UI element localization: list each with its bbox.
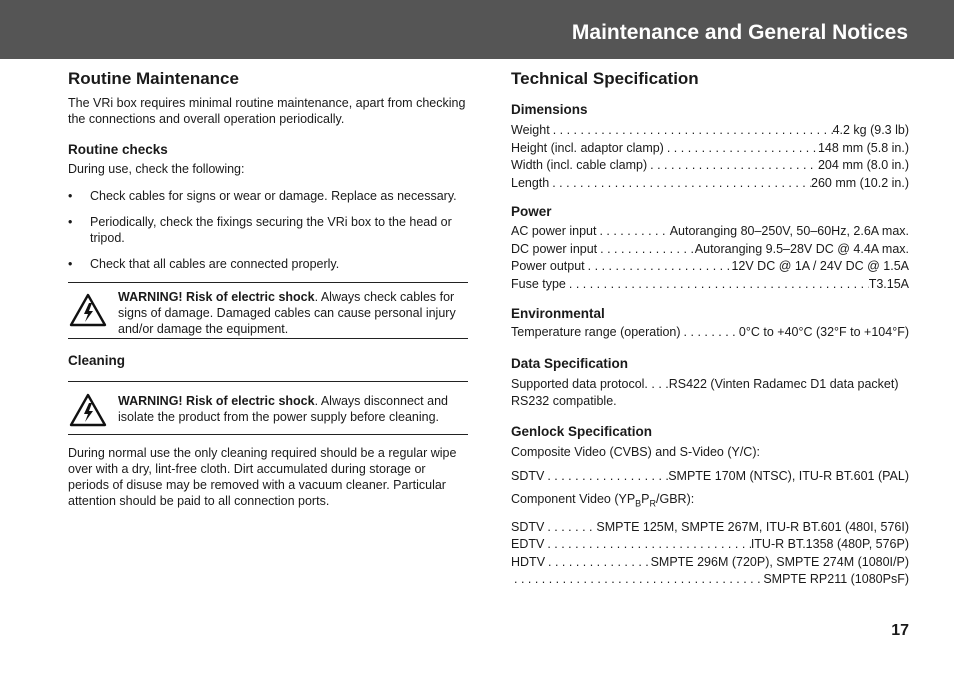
spec-value: Autoranging 80–250V, 50–60Hz, 2.6A max. (669, 224, 909, 238)
dot-leader (566, 276, 869, 294)
spec-label: Temperature range (operation) (511, 325, 681, 339)
dot-leader (549, 175, 811, 193)
spec-row (511, 554, 909, 572)
warning-box-cleaning (68, 381, 468, 435)
page-header (0, 0, 954, 59)
component-video-text (511, 491, 909, 512)
warning-box-cables (68, 282, 468, 339)
electric-shock-warning-icon (69, 393, 107, 427)
checks-list (68, 188, 468, 272)
warning-title: WARNING! Risk of electric shock (118, 290, 315, 304)
list-item-text: Check that all cables are connected properly. (90, 257, 340, 271)
list-item (68, 188, 468, 204)
electric-shock-warning-icon (69, 293, 107, 327)
spec-label: AC power input (511, 224, 597, 238)
spec-value: Autoranging 9.5–28V DC @ 4.4A max. (694, 241, 909, 256)
spec-label: Height (incl. adaptor clamp) (511, 140, 664, 155)
spec-label: SDTV (511, 468, 545, 483)
component-mid: P (641, 492, 650, 506)
dot-leader (511, 571, 763, 589)
list-item-text: Check cables for signs or wear or damage. Replace as necessary. (90, 189, 457, 203)
spec-row (511, 536, 909, 554)
list-item (68, 256, 468, 272)
spec-value: ITU-R BT.1358 (480P, 576P) (750, 537, 909, 551)
routine-maintenance-heading: Routine Maintenance (68, 69, 239, 88)
routine-checks-heading: Routine checks (68, 142, 168, 157)
dot-leader (544, 536, 750, 554)
spec-value: SMPTE 125M, SMPTE 267M, ITU-R BT.601 (480I, 576I) (596, 519, 909, 534)
spec-row (511, 157, 909, 175)
page-title: Maintenance and General Notices (571, 21, 908, 44)
spec-label: Power output (511, 259, 585, 273)
power-table (511, 223, 909, 293)
spec-label: Width (incl. cable clamp) (511, 158, 648, 172)
list-item (68, 214, 468, 246)
component-suffix: /GBR): (656, 492, 695, 506)
list-item-text: Periodically, check the fixings securing the VRi box to the head or tripod. (90, 215, 452, 245)
spec-label: Fuse type (511, 276, 566, 291)
spec-row (511, 175, 909, 193)
warning-body: . Always disconnect and isolate the product from the power supply before cleaning. (118, 394, 448, 424)
warning-text-cables (118, 289, 468, 337)
right-column (511, 68, 909, 589)
spec-value: 204 mm (8.0 in.) (817, 158, 909, 172)
spec-value: 260 mm (10.2 in.) (811, 175, 909, 190)
spec-value: 12V DC @ 1A / 24V DC @ 1.5A (731, 259, 909, 273)
bullet-icon: • (68, 215, 73, 229)
spec-label: Weight (511, 123, 550, 137)
dot-leader (596, 223, 669, 241)
dot-leader (550, 122, 833, 140)
dot-leader (647, 157, 818, 175)
dot-leader (585, 258, 732, 276)
spec-value: SMPTE RP211 (1080PsF) (763, 572, 909, 586)
subscript-r: R (649, 498, 657, 509)
spec-value: T3.15A (868, 276, 909, 291)
dimensions-table (511, 122, 909, 192)
bullet-icon: • (68, 189, 73, 203)
spec-row (511, 468, 909, 486)
composite-video-text: Composite Video (CVBS) and S-Video (Y/C): (511, 444, 760, 459)
component-prefix: Component Video (YP (511, 492, 636, 506)
spec-row (511, 519, 909, 537)
spec-row (511, 241, 909, 259)
spec-label: SDTV (511, 519, 545, 534)
dot-leader (664, 140, 818, 158)
spec-label: EDTV (511, 537, 545, 551)
technical-specification-heading: Technical Specification (511, 69, 699, 88)
spec-row (511, 276, 909, 294)
spec-value: 0°C to +40°C (32°F to +104°F) (738, 325, 909, 339)
spec-row (511, 571, 909, 589)
dot-leader (597, 241, 695, 259)
data-specification-heading: Data Specification (511, 355, 629, 371)
bullet-icon: • (68, 257, 73, 271)
spec-label: DC power input (511, 241, 598, 256)
dot-leader (544, 468, 668, 486)
spec-value: SMPTE 296M (720P), SMPTE 274M (1080I/P) (650, 554, 909, 569)
data-specification-text: Supported data protocol. . . .RS422 (Vinten Radamec D1 data packet) RS232 compatible. (511, 376, 899, 408)
dimensions-heading: Dimensions (511, 102, 588, 117)
warning-text-cleaning (118, 393, 468, 425)
cleaning-text: During normal use the only cleaning required should be a regular wipe over with a dry, lint-free cloth. Dirt accumulated during storage or periods of disuse may be removed with a vacuum cleaner. Particular attention should be paid to all connection ports. (68, 446, 457, 508)
dot-leader (681, 324, 739, 342)
spec-value: 4.2 kg (9.3 lb) (832, 123, 909, 137)
spec-value: 148 mm (5.8 in.) (817, 140, 909, 155)
power-heading: Power (511, 204, 552, 219)
composite-table (511, 468, 909, 486)
page-number: 17 (891, 622, 909, 639)
cleaning-heading: Cleaning (68, 353, 126, 368)
spec-label: HDTV (511, 554, 546, 569)
dot-leader (545, 554, 651, 572)
warning-title: WARNING! Risk of electric shock (118, 394, 315, 408)
warning-body: . Always check cables for signs of damage. Damaged cables can cause personal injury and/or damage the equipment. (118, 290, 456, 336)
routine-checks-intro: During use, check the following: (68, 162, 245, 176)
spec-row (511, 223, 909, 241)
spec-row (511, 140, 909, 158)
left-column (68, 68, 468, 509)
spec-value: SMPTE 170M (NTSC), ITU-R BT.601 (PAL) (668, 468, 909, 483)
environmental-table (511, 324, 909, 342)
routine-intro: The VRi box requires minimal routine maintenance, apart from checking the connections and overall operation periodically. (68, 96, 466, 126)
environmental-heading: Environmental (511, 306, 605, 321)
spec-label: Length (511, 175, 550, 190)
genlock-specification-heading: Genlock Specification (511, 423, 653, 439)
subscript-b: B (635, 498, 642, 509)
component-table (511, 519, 909, 589)
spec-row (511, 324, 909, 342)
spec-row (511, 122, 909, 140)
dot-leader (544, 519, 596, 537)
spec-row (511, 258, 909, 276)
